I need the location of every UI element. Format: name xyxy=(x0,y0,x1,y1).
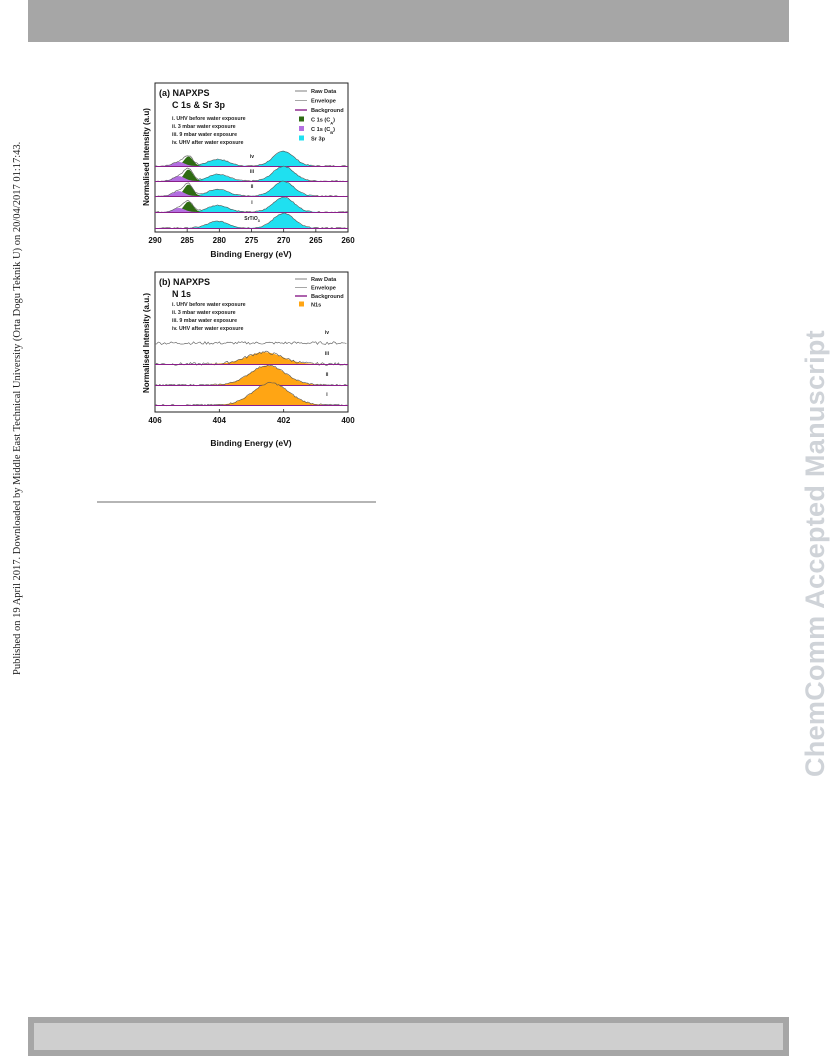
legend-label-3: Background xyxy=(311,294,344,300)
panel-b-condition-4: iv. UHV after water exposure xyxy=(172,326,244,332)
legend-label-4: C 1s $(C_A)$ xyxy=(311,117,336,125)
accepted-manuscript-watermark: ChemComm Accepted Manuscript xyxy=(800,330,830,777)
x-tick-label-280: 280 xyxy=(212,236,227,245)
legend-label-5: C 1s $(C_B)$ xyxy=(311,127,336,135)
legend-label-1: Raw Data xyxy=(311,89,337,95)
panel-a-y-label: Normalised Intensity (a.u) xyxy=(142,108,151,206)
trace-label-3: ii xyxy=(250,184,254,190)
legend-swatch-4 xyxy=(299,117,304,122)
caption-divider xyxy=(97,501,376,503)
trace-label-2: iii xyxy=(249,169,255,175)
panel-b xyxy=(142,272,355,448)
legend-label-1: Raw Data xyxy=(311,277,337,283)
legend-swatch-5 xyxy=(299,126,304,131)
trace-label-4: i xyxy=(326,392,328,398)
panel-a-title: (a) NAPXPS xyxy=(159,88,210,98)
legend-label-2: Envelope xyxy=(311,98,336,105)
panel-a-condition-1: i. UHV before water exposure xyxy=(172,116,246,122)
trace-label-3: ii xyxy=(325,372,329,378)
legend-suffix: ) xyxy=(333,117,336,124)
x-tick-label-402: 402 xyxy=(276,416,291,425)
panel-a-condition-2: ii. 3 mbar water exposure xyxy=(172,124,236,130)
panel-b-condition-1: i. UHV before water exposure xyxy=(172,302,246,308)
x-tick-label-404: 404 xyxy=(212,416,227,425)
trace-label-4: i xyxy=(251,200,253,206)
panel-a xyxy=(142,83,355,259)
footer-inner xyxy=(34,1023,783,1050)
panel-a-x-label: Binding Energy (eV) xyxy=(210,249,292,259)
panel-b-condition-2: ii. 3 mbar water exposure xyxy=(172,310,236,316)
legend-label-6: Sr 3p xyxy=(311,136,325,143)
x-tick-label-270: 270 xyxy=(276,236,291,245)
panel-b-x-label: Binding Energy (eV) xyxy=(210,438,292,448)
panel-a-subtitle: C 1s & Sr 3p xyxy=(172,100,226,110)
legend-label-2: Envelope xyxy=(311,285,336,292)
trace-label-1: iv xyxy=(249,154,255,160)
footer-bar xyxy=(28,1017,789,1056)
legend-subscript: B xyxy=(330,129,334,135)
panel-a-condition-4: iv. UHV after water exposure xyxy=(172,140,244,146)
panel-b-y-label: Normalised Intensity (a.u.) xyxy=(142,292,151,394)
x-tick-label-275: 275 xyxy=(244,236,259,245)
x-tick-label-400: 400 xyxy=(341,416,355,425)
legend-label-4: N1s xyxy=(311,302,322,309)
x-tick-label-290: 290 xyxy=(148,236,162,245)
panel-b-condition-3: iii. 9 mbar water exposure xyxy=(172,318,238,324)
panel-a-condition-3: iii. 9 mbar water exposure xyxy=(172,132,238,138)
panel-b-title: (b) NAPXPS xyxy=(159,277,211,287)
legend-label-3: Background xyxy=(311,108,344,114)
legend-swatch-6 xyxy=(299,136,304,141)
trace-label-subscript: 3 xyxy=(257,219,260,223)
x-tick-label-406: 406 xyxy=(148,416,162,425)
legend-suffix: ) xyxy=(333,127,336,133)
download-notice: Published on 19 April 2017. Downloaded by Middle East Technical University (Orta Dogu Teknik U) on 20/04/2017 01:17:43. xyxy=(12,141,23,675)
x-tick-label-265: 265 xyxy=(309,236,323,245)
trace-label-2: iii xyxy=(324,351,330,357)
panel-b-subtitle: N 1s xyxy=(172,289,192,299)
x-tick-label-260: 260 xyxy=(341,236,355,245)
x-tick-label-285: 285 xyxy=(180,236,194,245)
trace-label-1: iv xyxy=(324,330,330,336)
figure-napxps xyxy=(0,0,816,520)
legend-swatch-4 xyxy=(299,302,304,307)
legend-subscript: A xyxy=(330,120,334,125)
trace-label-5: SrTiO$_3$ xyxy=(244,216,260,223)
